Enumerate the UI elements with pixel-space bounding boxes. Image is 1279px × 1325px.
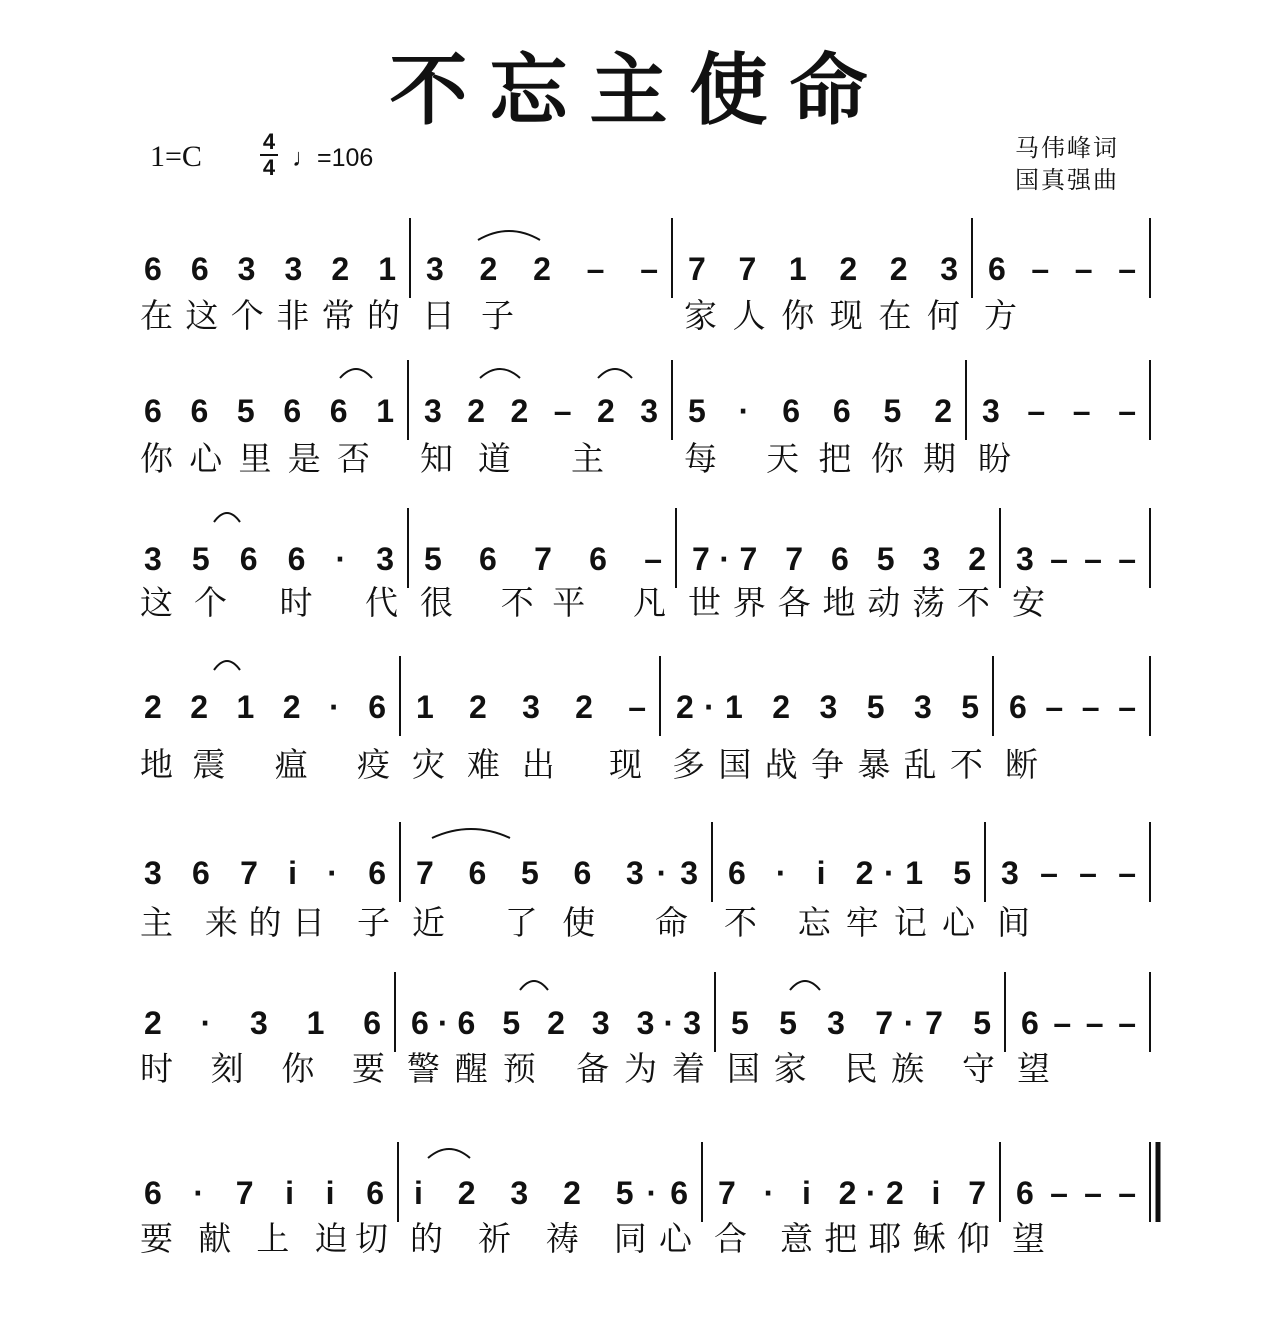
measure-lyric: 这个 时 代: [140, 583, 398, 622]
measure-notes: 1 2 3 2 –: [416, 689, 646, 725]
measure-lyric: 多国战争暴乱不: [672, 745, 983, 784]
measure-notes: 3 2 2 – 2 3: [424, 393, 658, 429]
measure-notes: 7 7 1 2 2 3: [688, 251, 958, 287]
song-title: 不忘主使命: [389, 45, 890, 136]
measure-notes: 6 – – –: [988, 251, 1136, 287]
measure-lyric: 安: [1012, 583, 1045, 622]
measure-lyric: 警醒预 备为着: [407, 1049, 705, 1088]
measure-notes: 2 · 3 1 6: [144, 1005, 381, 1041]
slur-arc: [432, 829, 510, 838]
measure-lyric: 主 来的日 子: [140, 903, 390, 942]
tempo-marking: ♩=106: [292, 144, 374, 172]
measure-notes: 6·6 5 2 3 3·3: [411, 1005, 701, 1041]
measure-notes: 7 · i 2·2 i 7: [718, 1175, 986, 1211]
slur-arc: [214, 513, 240, 522]
measure-lyric: 近 了使 命: [412, 903, 688, 942]
measure-lyric: 你心里是否: [140, 439, 370, 478]
meter-top: 4: [262, 129, 276, 154]
measure-notes: 5 5 3 7·7 5: [731, 1005, 991, 1041]
measure-lyric: 世界各地动荡不: [688, 583, 990, 622]
slur-arc: [790, 981, 820, 990]
measure-notes: 6 – – –: [1016, 1175, 1136, 1211]
slur-arc: [520, 981, 548, 990]
measure-notes: 6 – – –: [1009, 689, 1136, 725]
measure-notes: 2·1 2 3 5 3 5: [676, 689, 979, 725]
measure-notes: 3 2 2 – –: [426, 251, 658, 287]
measure-notes: 6 · i 2·1 5: [728, 855, 971, 891]
measure-lyric: 的 祈 祷 同心: [410, 1219, 692, 1258]
measure-notes: 3 5 6 6 · 3: [144, 541, 394, 577]
measure-notes: 3 – – –: [1016, 541, 1136, 577]
measure-notes: 3 – – –: [1001, 855, 1136, 891]
measure-lyric: 国家 民族 守: [727, 1049, 995, 1088]
slur-arc: [340, 369, 372, 378]
measure-lyric: 断: [1005, 745, 1038, 784]
meter-bottom: 4: [262, 155, 276, 180]
measure-lyric: 时 刻 你 要: [140, 1049, 385, 1088]
measure-notes: 3 6 7 i · 6: [144, 855, 386, 891]
measure-lyric: 每 天把你期: [684, 439, 956, 478]
measure-lyric: 望: [1017, 1049, 1050, 1088]
measure-notes: 2 2 1 2 · 6: [144, 689, 386, 725]
measure-lyric: 望: [1012, 1219, 1045, 1258]
measure-lyric: 日子: [422, 296, 514, 335]
slur-arc: [428, 1149, 470, 1158]
measure-notes: 3 – – –: [982, 393, 1136, 429]
slur-arc: [214, 661, 240, 670]
measure-lyric: 知道 主: [420, 439, 604, 478]
measure-lyric: 很 不平 凡: [420, 583, 666, 622]
measure-lyric: 在这个非常的: [140, 296, 400, 335]
slur-arc: [480, 369, 520, 378]
measure-notes: 6 6 5 6 6 1: [144, 393, 394, 429]
measure-notes: 7·7 7 6 5 3 2: [692, 541, 986, 577]
measure-notes: 5 6 7 6 –: [424, 541, 662, 577]
measure-lyric: 盼: [978, 439, 1011, 478]
measure-lyric: 要 献 上 迫切: [140, 1219, 388, 1258]
measure-notes: 5 · 6 6 5 2: [688, 393, 952, 429]
lyricist-credit: 马伟峰词: [1015, 134, 1119, 162]
slur-arc: [598, 369, 632, 378]
key-signature: 1=C: [150, 140, 202, 173]
measure-lyric: 地震 瘟 疫: [140, 745, 390, 784]
measure-lyric: 合 意把耶稣仰: [714, 1219, 990, 1258]
measure-lyric: 方: [984, 296, 1017, 335]
measure-notes: 6 6 3 3 2 1: [144, 251, 396, 287]
measure-notes: 7 6 5 6 3·3: [416, 855, 698, 891]
measure-lyric: 不 忘牢记心: [724, 903, 975, 942]
measure-lyric: 间: [997, 903, 1030, 942]
composer-credit: 国真强曲: [1015, 166, 1119, 194]
measure-notes: 6 · 7 i i 6: [144, 1175, 384, 1211]
measure-notes: 6 – – –: [1021, 1005, 1136, 1041]
slur-arc: [478, 231, 540, 240]
measure-notes: i 2 3 2 5·6: [414, 1175, 688, 1211]
score-layer: [140, 218, 1158, 1258]
measure-lyric: 家人你现在何: [684, 296, 960, 335]
measure-lyric: 灾难出 现: [412, 745, 642, 784]
